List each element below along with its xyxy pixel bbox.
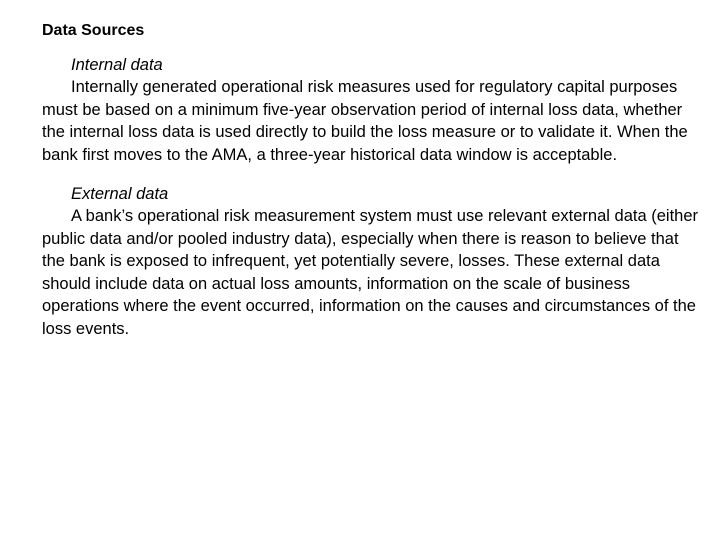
section-external-data (42, 183, 702, 340)
section-body-internal-data: Internally generated operational risk measures used for regulatory capital purposes must be based on a minimum five-year observation period of internal loss data, whether the internal loss data is used directly to build the loss measure or to validate it. When the bank first moves to the AMA, a three-year historical data window is acceptable. (42, 78, 688, 164)
section-heading-internal-data: Internal data (71, 56, 163, 74)
section-internal-data (42, 54, 702, 166)
page-title: Data Sources (42, 22, 145, 39)
section-heading-external-data: External data (71, 185, 169, 203)
slide-content (42, 20, 702, 357)
section-body-external-data: A bank’s operational risk measurement system must use relevant external data (either public data and/or pooled industry data), especially when there is reason to believe that the bank is exposed to infrequent, yet potentially severe, losses. These external data should include data on actual loss amounts, information on the scale of business operations where the event occurred, information on the causes and circumstances of the loss events. (42, 207, 698, 338)
